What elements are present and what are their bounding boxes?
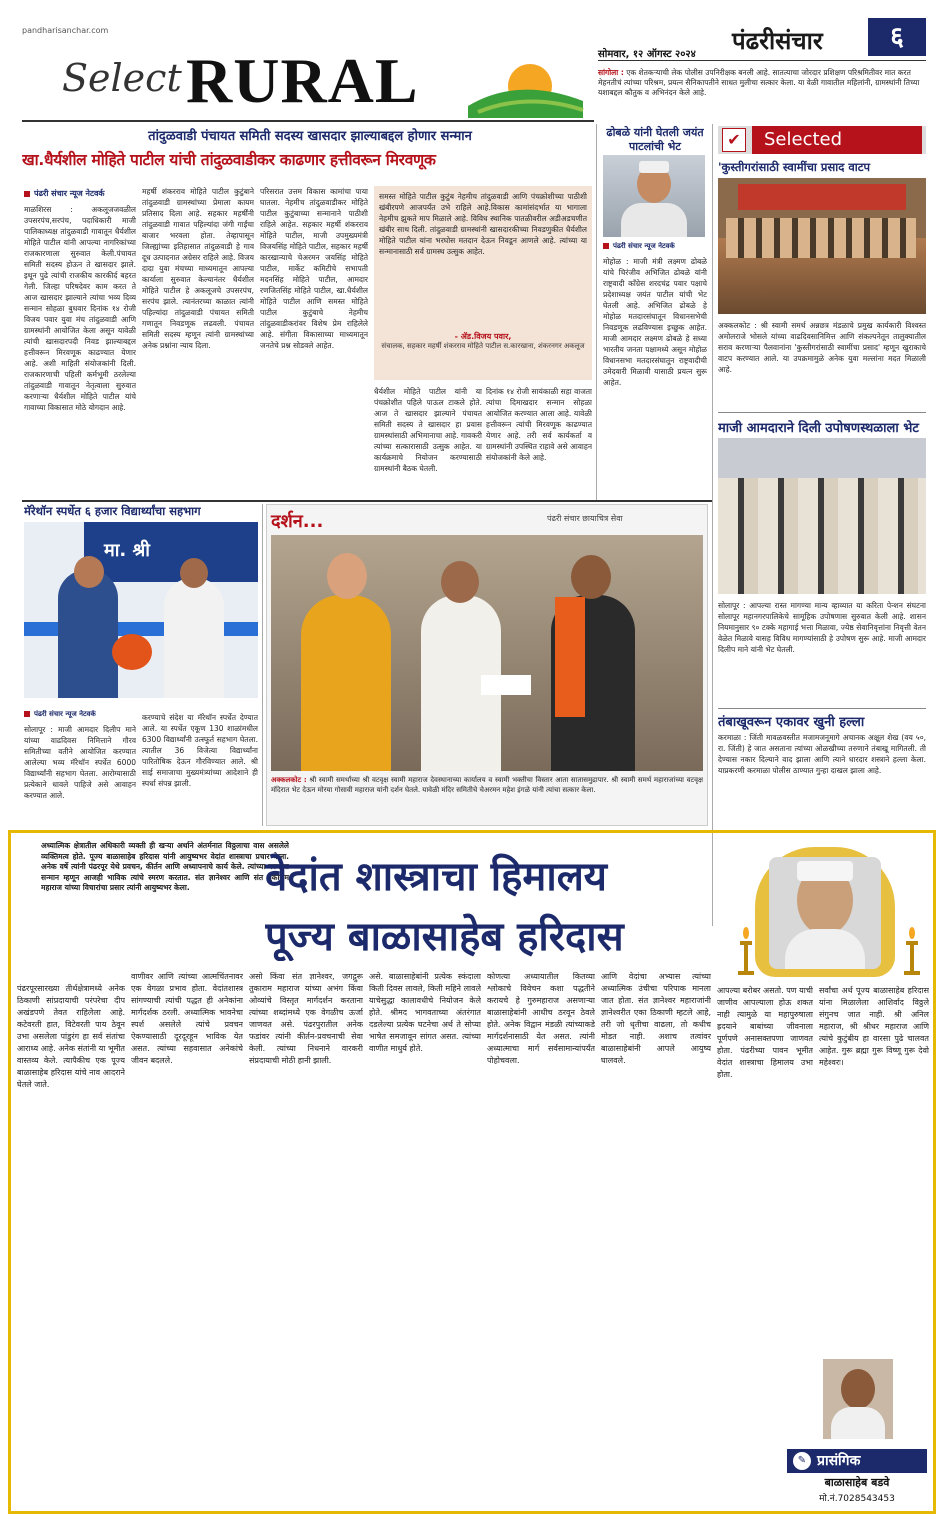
masthead-rural: RURAL <box>186 45 419 116</box>
feature-box <box>8 830 936 1514</box>
main-story-kicker: तांदुळवाडी पंचायत समिती सदस्य खासदार झाल्याबद्दल होणार सन्मान <box>148 129 472 144</box>
selected-headline: 'कुस्तीगरांसाठी स्वामींचा प्रसाद वाटप <box>718 160 871 174</box>
darshan-photo <box>271 535 703 771</box>
hunger-strike-photo <box>718 438 926 594</box>
feature-portrait <box>735 837 923 977</box>
darshan-label: दर्शन... <box>271 511 324 532</box>
feature-col-6: आणि वेदांचा अभ्यास त्यांच्या अध्यात्मिक उंचीचा परिपाक मानला जात होता. संत ज्ञानेश्वर महाराजांनी ज्ञानेश्वरीत एका ठिकाणी म्हटले आहे, तरी जो धृतीचा वाढला, तो कधीच मोडत नाही. अशाच तत्वांवर बाळासाहेबांनी आपले आयुष्य घालवले. <box>601 972 711 1065</box>
feature-col-2: वाणीवर आणि त्यांच्या आत्मचिंतनावर एक वेगळा प्रभाव होता. वेदांतशास्त्र सांगण्याची त्यांची पद्धत ही अनेकांना मार्गदर्शक ठरली. अध्यात्मिक भावनेचा स्पर्श असलेले त्यांचे प्रवचन ऐकण्यासाठी दूरदूरहून भाविक येत असत. त्यांच्या सहवासात अनेकांचे जीवन बदलले. <box>131 972 243 1065</box>
feature-col-7: आपल्या बरोबर असतो. पण याची जाणीव आपल्याला होऊ शकत नाही त्यामुळे या महापुरुषाला ह्रदयाने बाबांच्या जीवनाला पूर्णपणे अनासक्तपणा जाणवत होता. पंढरीच्या पावन भूमीत वेदांत शास्त्राचा हिमालय उभा होता. <box>717 986 813 1079</box>
side-story-text: मोहोळ : माजी मंत्री लक्ष्मण ढोबळे यांचे चिरंजीव अभिजित ढोबळे यांनी राष्ट्रवादी काँग्रेस शरदचंद्र पवार पक्षाचे प्रदेशाध्यक्ष जयंत पाटील यांची भेट घेतली आहे. अभिजित ढोबळे हे मोहोळ मतदारसंघातून विधानसभेची निवडणूक लढविण्यास इच्छुक आहेत. माजी आमदार लक्ष्मण ढोबळे हे सध्या भारतीय जनता पक्षामध्ये असून मोहोळ विधानसभा मतदारसंघातून राष्ट्रवादीची उमेदवारी मिळावी यासाठी प्रयत्न सुरू आहेत. <box>603 257 707 387</box>
quote-text: समस्त मोहिते पाटील कुटुंब नेहमीच तांदुळवाडी आणि पंचक्रोशीच्या पाठीशी खंबीरपणे आजपर्यंत उभे राहिले आहे.विकास कामांसंदर्भात या भागाला नेहमीच झुकते माप मिळाले आहे. विविध स्थानिक पातळीवरील अडीअडचणीत खंबीर साथ दिली. तांदुळवाडी ग्रामस्थांनी खासदारकीच्या निवडणुकीत धैर्यशील मोहिते पाटील यांना भरघोस मतदान देऊन निवडून आणले आहे. त्यांच्या या सन्मानासाठी सर्व ग्रामस्थ उत्सुक आहेत. <box>379 192 587 256</box>
selected-text: अक्कलकोट : श्री स्वामी समर्थ अन्नछत्र मंडळाचे प्रमुख कार्यकारी विश्वस्त अमोलराजे भोसले यांच्या वाढदिवसानिमित्त आणि संकल्पनेतून तालुक्यातील सराव करणाऱ्या पैलवानांना 'कुस्तीगरांसाठी स्वामींचा प्रसाद' म्हणून खुराकाचे वाटप करण्यात आले. या उपक्रमामुळे अनेक युवा मल्लांना मदत मिळाली आहे. <box>718 321 926 374</box>
marathon-headline: मॅरेथॉन स्पर्धेत ६ हजार विद्यार्थ्यांचा सहभाग <box>24 504 201 518</box>
feature-intro: अध्यात्मिक क्षेत्रातील अधिकारी व्यक्ती ही खऱ्या अर्थाने अंतर्मनात विठ्ठलाचा वास असलेले व्यक्तिमत्व होते. पूज्य बाळासाहेब हरिदास यांनी आयुष्यभर वेदांत शास्त्राचा प्रचार केला. अनेक वर्षे त्यांनी पंढरपूर येथे प्रवचन, कीर्तन आणि अध्यापनाचे कार्य केले. त्यांच्या कार्याचा सन्मान म्हणून आजही भाविक त्यांचे स्मरण करतात. संत ज्ञानेश्वर आणि संत तुकाराम महाराज यांच्या विचारांचा प्रसार त्यांनी आयुष्यभर केला. <box>41 841 289 892</box>
marathon-banner: मा. श्री <box>84 522 258 582</box>
author-phone: मो.नं.7028543453 <box>819 1494 895 1504</box>
page-number-badge: ६ <box>868 18 926 56</box>
feature-footer-label: प्रासंगिक <box>787 1449 927 1473</box>
paper-name: पंढरीसंचार <box>732 27 823 55</box>
main-story-quote-box <box>374 186 592 380</box>
masthead-select: Select <box>62 56 182 100</box>
side-story-byline: पंढरी संचार न्यूज नेटवर्क <box>603 242 707 251</box>
feature-title-line-1: वेदांत शास्त्राचा हिमालय <box>265 854 608 900</box>
marathon-byline: पंढरी संचार न्यूज नेटवर्क <box>24 710 134 719</box>
author-box <box>787 1359 927 1507</box>
selected-label-box <box>718 126 926 154</box>
feature-title-line-2: पूज्य बाळासाहेब हरिदास <box>265 914 624 960</box>
quote-author-role: संचालक, सहकार महर्षी शंकरराव मोहिते पाटील स.कारखाना, शंकरनगर अकलूज <box>381 342 585 350</box>
top-brief <box>598 68 926 112</box>
hunger-strike-text: सोलापूर : आपल्या रास्त मागण्या मान्य व्हाव्यात या करिता पेन्शन संघटना सोलापूर महानगरपालिकेचे सामूहिक उपोषणास सुरुवात केली आहे. शासन नियमानुसार ९० टक्के महागाई भत्ता मिळावा, ज्येष्ठ सेवानिवृत्तांना निवृत्ती वेतन वेळेत मिळावे यासह विविध मागण्यांसाठी हे उपोषण सुरू आहे. माजी आमदार दिलीप माने यांनी भेट घेतली. <box>718 601 926 654</box>
main-story-col-1: माळशिरस : अकलूजजवळील उपसरपंच,सरपंच, पदाधिकारी माजी पालिकाध्यक्ष तांदुळवाडी गावातून धैर्यशील मोहिते पाटील यांनी आपल्या नागरिकांच्या राजकारणाला सुरुवात केली.पंचायत समिती सदस्य होऊन ते खासदार झाले. इथून पुढे त्यांची राजकीय कारकीर्द बहरत गेली. जिल्हा परिषदेवर काम करत ते आज खासदार झाल्याने त्यांचा भव्य दिव्य सन्मान सोहळा बुधवार दिनांक १४ रोजी विजय पवार युवा मंच तांदुळवाडी आणि ग्रामस्थांनी आयोजित केला असून यावेळी त्यांची खासदारपदी निवड झाल्याबद्दल हत्तीवरून मिरवणूक काढण्यात येणार आहे. अशी माहिती संयोजकांनी दिली. राजकारणाची पहिली कर्मभूमी ठरलेल्या तांदुळवाडी गावातून नेतृत्वाला सुरुवात करणाऱ्या धैर्यशील मोहिते पाटील यांचे गावाच्या विकासात मोठे योगदान आहे. <box>24 205 136 412</box>
marathon-col-1: सोलापूर : माजी आमदार दिलीप माने यांच्या वाढदिवस निमित्ताने गौरव समितीच्या वतीने आयोजित करण्यात आलेल्या भव्य मॅरेथॉन स्पर्धेत 6000 विद्यार्थ्यांनी सहभाग घेतला. आरोग्यासाठी प्रत्येकाने धावले पाहिजे असे आवाहन करण्यात आले. <box>24 725 136 800</box>
author-photo <box>823 1359 893 1439</box>
masthead-sun-logo <box>458 56 588 118</box>
main-story-headline: खा.धैर्यशील मोहिते पाटील यांची तांदुळवाडीकर काढणार हत्तीवरून मिरवणूक <box>22 151 436 169</box>
issue-date: सोमवार, १२ ऑगस्ट २०२४ <box>598 49 696 60</box>
darshan-caption: अक्कलकोट : श्री स्वामी समर्थांच्या श्री वटवृक्ष स्वामी महाराज देवस्थानाच्या कार्यालय व स्वामी भक्तीचा विस्तार आता सातासमुद्रापार. श्री स्वामी समर्थ महाराजांच्या वटवृक्ष मंदिरात भेट देऊन मोरया गोसावी महाराज यांनी दर्शन घेतले. यावेळी मंदिर समितीचे चेअरमन महेश इंगळे यांनी त्यांचा सत्कार केला. <box>271 776 703 794</box>
main-story-col-2: महर्षी शंकरराव मोहिते पाटील कुटुंबाने तांदुळवाडी ग्रामस्थांच्या प्रेमाला कायम प्रतिसाद दिला आहे. सहकार महर्षींनी तांदुळवाडी गावात पहिल्यांदा जंगी गाईंचा बाजार भरवला होता. तेव्हापासून जिल्ह्यांच्या इतिहासात तांदुळवाडी हे गाव दूध उत्पादनात अग्रेसर राहिले आहे. विजय दादा युवा मंचच्या माध्यमातून आपल्या कार्याला सुरुवात केल्यानंतर धैर्यशील मोहिते पाटील हे अकलूजचे उपसरपंच, सरपंच झाले. त्यानंतरच्या काळात त्यांनी पहिल्यांदा तांदुळवाडी पंचायत समिती गणातून निवडणूक लढवली. पंचायत समिती सदस्य म्हणून त्यांनी ग्रामस्थांच्या अनेक प्रश्नांना न्याय दिला. <box>142 187 254 350</box>
hunger-strike-headline: माजी आमदाराने दिली उपोषणस्थळाला भेट <box>718 421 919 436</box>
feature-col-3: असो किंवा संत ज्ञानेश्वर, जगद्गुरू तुकाराम महाराज यांच्या अभंग किंवा ओव्यांचे विस्तृत मार्गदर्शन करताना त्यांच्या शब्दांमध्ये एक वेगळीच ऊर्जा जाणवत असे. पंढरपुरातील अनेक फडांवर त्यांनी कीर्तन-प्रवचनाची सेवा केली. त्यांच्या निधनाने वारकरी संप्रदायाची मोठी हानी झाली. <box>249 972 363 1065</box>
feature-col-4: असे. बाळासाहेबांनी प्रत्येक स्कंदाला किती दिवस लावले, किती महिने लावले याचेसुद्धा कालावधीचे नियोजन केले होते. श्रीमद भागवताच्या अंतरंगात दडलेल्या प्रत्येक घटनेचा अर्थ ते सोप्या भाषेत समजावून सांगत असत. त्यांच्या वाणीत माधुर्य होते. <box>369 972 481 1053</box>
selected-photo <box>718 178 926 314</box>
darshan-credit: पंढरी संचार छायाचित्र सेवा <box>547 514 623 523</box>
quote-author: - ॲड.विजय पवार, <box>454 332 512 341</box>
lamp-right-icon <box>901 927 923 977</box>
feature-col-8: सर्वांचा अर्थ पूज्य बाळासाहेब हरिदास यांना मिळालेला आशिर्वाद विठ्ठले संगुनच जात नाही. श्री अनिल महाराज, श्री श्रीधर महाराज आणि त्यांचे कुटुंबीय हा वारसा पुढे चालवत आहेत. गुरू ब्रह्मा गुरू विष्णू गुरू देवो महेश्वरः। <box>819 986 929 1067</box>
main-story-byline: पंढरी संचार न्यूज नेटवर्क <box>24 188 174 199</box>
top-brief-text: एक शेतकऱ्याची लेक पोलीस उपनिरीक्षक बनली आहे. सातत्याचा जोरदार प्रशिक्षण परिश्रमितीवर मात करत मेहनतीचं त्यांच्या परिश्रम, प्रयत्न सैनिकापतीने साधत मुलीचा सत्कार केला. या वेळी गावातील महिलांनी, ग्रामस्थांनी तिच्या यशाबद्दल कौतुक व अभिनंदन केले आहे. <box>598 68 920 97</box>
feature-col-1: पंढरपूरसारख्या तीर्थक्षेत्रामध्ये अनेक ठिकाणी सांप्रदायाची परंपरेचा दीप अखंडपणे तेवत राहिलेला आहे. कटेवरती हात, विटेवरती पाय ठेवून उभा असलेला पांडुरंग हा सर्व संतांचा आराध्य आहे. अनेक संतांनी या भूमीत वास्तव्य केले. त्यापैकीच एक पूज्य बाळासाहेब हरिदास यांचे नाव आदराने घेतले जाते. <box>17 984 125 1089</box>
author-name: बाळासाहेब बडवे <box>824 1476 890 1489</box>
marathon-photo <box>24 522 258 698</box>
marathon-col-2: करण्याचे संदेश या मॅरेथॉन स्पर्धेत देण्यात आले. या स्पर्धेत एकूण 130 शाळांमधील 6300 विद्यार्थ्यांनी उत्स्फूर्त सहभाग घेतला. त्यातील 36 विजेत्या विद्यार्थ्यांना पारितोषिक देऊन गौरविण्यात आले. श्री साई समाजाचा मुख्यमंत्र्यांच्या आदेशाने ही स्पर्धा संपन्न झाली. <box>142 713 258 788</box>
darshan-box <box>266 504 708 826</box>
murder-headline: तंबाखूवरून एकावर खुनी हल्ला <box>718 715 865 730</box>
main-story-col-5: दिनांक १४ रोजी सायंकाळी सहा वाजता त्यांचा दिमाखदार सन्मान सोहळा आयोजित करण्यात आला आहे. यावेळी हत्तीवरून त्यांची मिरवणूक काढण्यात येणार आहे. तरी सर्व कार्यकर्ता व ग्रामस्थांनी उपस्थित राहावे असे आवाहन संयोजकांनी केले आहे. <box>486 387 592 462</box>
murder-text: करमाळा : जिंती मावळवस्तीत मजामजनूमागे अचानक अक्षूल शेख (वय ५०, रा. जिंती) हे जात असताना त्यांच्या ओळखीच्या तरुणाने तंबाखू मागितली. ती देण्यास नकार दिल्याने वाद झाला आणि त्याने धारदार शस्त्राने हल्ला केला. याप्रकरणी करमाळा पोलीस ठाण्यात गुन्हा दाखल झाला आहे. <box>718 733 926 775</box>
side-story-headline: ढोबळे यांनी घेतली जयंत पाटलांची भेट <box>606 126 704 153</box>
lamp-left-icon <box>735 927 757 977</box>
main-story-col-4: धैर्यशील मोहिते पाटील यांनी या पंचक्रोशीत पहिले पाऊल टाकले होते. आज ते खासदार झाल्याने पंचायत समिती सदस्य ते खासदार हा प्रवास ग्रामस्थांसाठी अभिमानाचा आहे. गावकरी त्यांच्या सत्कारासाठी उत्सुक आहेत. या कार्यक्रमाचे नियोजन करण्यासाठी ग्रामस्थांनी बैठक घेतली. <box>374 387 482 473</box>
checkmark-icon: ✔ <box>722 128 746 152</box>
selected-label: Selected <box>752 126 922 154</box>
main-story-col-3: परिसरात उत्तम विकास कामांचा पाया घातला. नेहमीच तांदुळवाडीकर मोहिते पाटील कुटुंबाच्या सन्मानाने पाठीशी राहिले आहेत. सहकार महर्षी शंकरराव मोहिते पाटील, माजी उपमुख्यमंत्री विजयसिंह मोहिते पाटील, सहकार महर्षी कारखान्याचे चेअरमन जयसिंह मोहिते पाटील, मार्केट कमिटीचे सभापती मदनसिंह मोहिते पाटील, आमदार रणजितसिंह मोहिते पाटील, खा.धैर्यशील मोहिते पाटील आणि समस्त मोहिते पाटील कुटुंबाचे नेहमीच तांदुळवाडीकरांवर विशेष प्रेम राहिलेले आहे. संगीता विकासाच्या माध्यमातून जनतेचे प्रश्न सोडवले आहेत. <box>260 187 368 350</box>
site-url: pandharisanchar.com <box>22 26 109 35</box>
top-brief-label: सांगोला : <box>598 68 624 77</box>
side-story-photo <box>603 155 705 237</box>
feature-col-5: कोणत्या अध्यायातील कितव्या श्लोकाचे विवेचन कशा पद्धतीने करायचे हे गुरुमहाराज असणाऱ्या बाळासाहेबांनी आधीच ठरवून ठेवले होते. अनेक विद्वान मंडळी त्यांच्याकडे मार्गदर्शनासाठी येत असत. त्यांनी अध्यात्माचा मार्ग सर्वसामान्यांपर्यंत पोहोचवला. <box>487 972 595 1065</box>
pen-icon: ✎ <box>793 1452 811 1470</box>
